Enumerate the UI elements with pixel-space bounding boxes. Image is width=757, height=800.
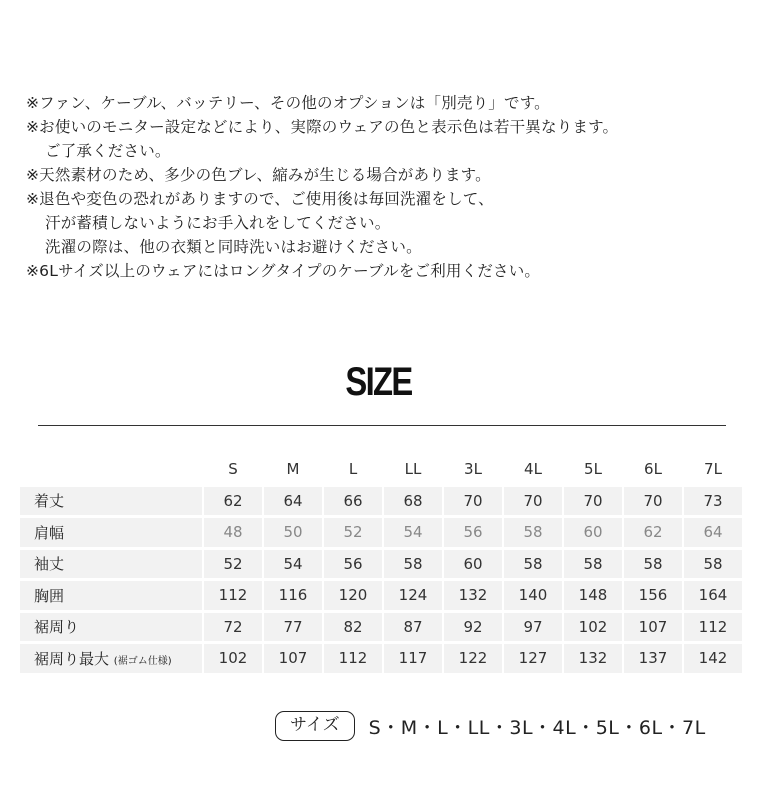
measurement-value: 122 <box>444 644 502 673</box>
measurement-value: 142 <box>684 644 742 673</box>
size-table <box>18 452 744 676</box>
measurement-value: 156 <box>624 581 682 610</box>
measurement-value: 58 <box>504 550 562 579</box>
measurement-value: 54 <box>264 550 322 579</box>
measurement-value: 56 <box>444 518 502 547</box>
measurement-value: 124 <box>384 581 442 610</box>
size-column-header: S <box>228 460 238 479</box>
size-column-header: 7L <box>704 460 722 479</box>
size-column-header: LL <box>404 460 422 479</box>
measurement-value: 137 <box>624 644 682 673</box>
measurement-label-text: 肩幅 <box>34 523 65 542</box>
measurement-value: 77 <box>264 613 322 642</box>
size-table-row <box>20 613 742 642</box>
note-line: 洗濯の際は、他の衣類と同時洗いはお避けください。 <box>45 238 422 256</box>
note-line: ご了承ください。 <box>45 142 171 160</box>
measurement-value: 58 <box>564 550 622 579</box>
size-list: S・M・L・LL・3L・4L・5L・6L・7L <box>368 716 706 739</box>
measurement-value: 102 <box>204 644 262 673</box>
measurement-value: 102 <box>564 613 622 642</box>
measurement-value: 52 <box>324 518 382 547</box>
measurement-value: 112 <box>324 644 382 673</box>
measurement-value: 164 <box>684 581 742 610</box>
measurement-label <box>20 487 202 516</box>
measurement-label <box>20 518 202 547</box>
note-line: ※天然素材のため、多少の色ブレ、縮みが生じる場合があります。 <box>26 166 491 184</box>
size-table-row <box>20 550 742 579</box>
size-table-row <box>20 581 742 610</box>
measurement-value: 140 <box>504 581 562 610</box>
measurement-value: 68 <box>384 487 442 516</box>
measurement-value: 60 <box>564 518 622 547</box>
note-line: 汗が蓄積しないようにお手入れをしてください。 <box>45 214 391 232</box>
size-column-header: 3L <box>464 460 482 479</box>
notes-block <box>26 91 746 283</box>
measurement-value: 58 <box>624 550 682 579</box>
measurement-value: 54 <box>384 518 442 547</box>
size-table-row <box>20 644 742 673</box>
measurement-value: 56 <box>324 550 382 579</box>
measurement-value: 70 <box>624 487 682 516</box>
measurement-value: 48 <box>204 518 262 547</box>
measurement-label-text: 裾周り最大 <box>34 649 110 668</box>
measurement-value: 112 <box>204 581 262 610</box>
size-table-header-row <box>20 455 742 484</box>
measurement-value: 116 <box>264 581 322 610</box>
measurement-label <box>20 613 202 642</box>
measurement-label-text: 裾周り <box>34 618 80 637</box>
size-table-row <box>20 518 742 547</box>
size-table-corner <box>20 455 202 484</box>
measurement-value: 132 <box>444 581 502 610</box>
measurement-value: 70 <box>444 487 502 516</box>
measurement-value: 87 <box>384 613 442 642</box>
measurement-label-text: 胸囲 <box>34 586 65 605</box>
size-table-row <box>20 487 742 516</box>
measurement-value: 82 <box>324 613 382 642</box>
measurement-value: 127 <box>504 644 562 673</box>
measurement-value: 58 <box>504 518 562 547</box>
measurement-label-text: 袖丈 <box>34 555 65 574</box>
measurement-value: 58 <box>684 550 742 579</box>
measurement-label <box>20 644 202 673</box>
measurement-value: 62 <box>624 518 682 547</box>
measurement-value: 97 <box>504 613 562 642</box>
size-column-header: M <box>286 460 300 479</box>
size-column-header: 5L <box>584 460 602 479</box>
measurement-value: 117 <box>384 644 442 673</box>
measurement-value: 72 <box>204 613 262 642</box>
measurement-value: 132 <box>564 644 622 673</box>
size-badge: サイズ <box>275 711 355 741</box>
measurement-value: 70 <box>504 487 562 516</box>
measurement-value: 50 <box>264 518 322 547</box>
measurement-value: 52 <box>204 550 262 579</box>
size-column-header: L <box>348 460 358 479</box>
note-line: ※6Lサイズ以上のウェアにはロングタイプのケーブルをご利用ください。 <box>26 262 541 280</box>
measurement-value: 112 <box>684 613 742 642</box>
measurement-value: 64 <box>264 487 322 516</box>
note-line: ※ファン、ケーブル、バッテリー、その他のオプションは「別売り」です。 <box>26 94 550 112</box>
note-line: ※お使いのモニター設定などにより、実際のウェアの色と表示色は若干異なります。 <box>26 118 619 136</box>
measurement-value: 60 <box>444 550 502 579</box>
measurement-value: 66 <box>324 487 382 516</box>
measurement-value: 107 <box>624 613 682 642</box>
measurement-value: 73 <box>684 487 742 516</box>
size-heading: SIZE <box>345 360 412 404</box>
measurement-value: 148 <box>564 581 622 610</box>
measurement-value: 58 <box>384 550 442 579</box>
measurement-label-text: 着丈 <box>34 492 65 511</box>
measurement-value: 62 <box>204 487 262 516</box>
size-footer <box>275 710 706 742</box>
measurement-label-note: (裾ゴム仕様) <box>113 655 172 667</box>
measurement-value: 92 <box>444 613 502 642</box>
size-column-header: 4L <box>524 460 542 479</box>
measurement-value: 64 <box>684 518 742 547</box>
measurement-label <box>20 581 202 610</box>
measurement-value: 120 <box>324 581 382 610</box>
measurement-value: 70 <box>564 487 622 516</box>
size-column-header: 6L <box>644 460 662 479</box>
note-line: ※退色や変色の恐れがありますので、ご使用後は毎回洗濯をして、 <box>26 190 494 208</box>
heading-divider <box>38 425 726 426</box>
measurement-label <box>20 550 202 579</box>
measurement-value: 107 <box>264 644 322 673</box>
